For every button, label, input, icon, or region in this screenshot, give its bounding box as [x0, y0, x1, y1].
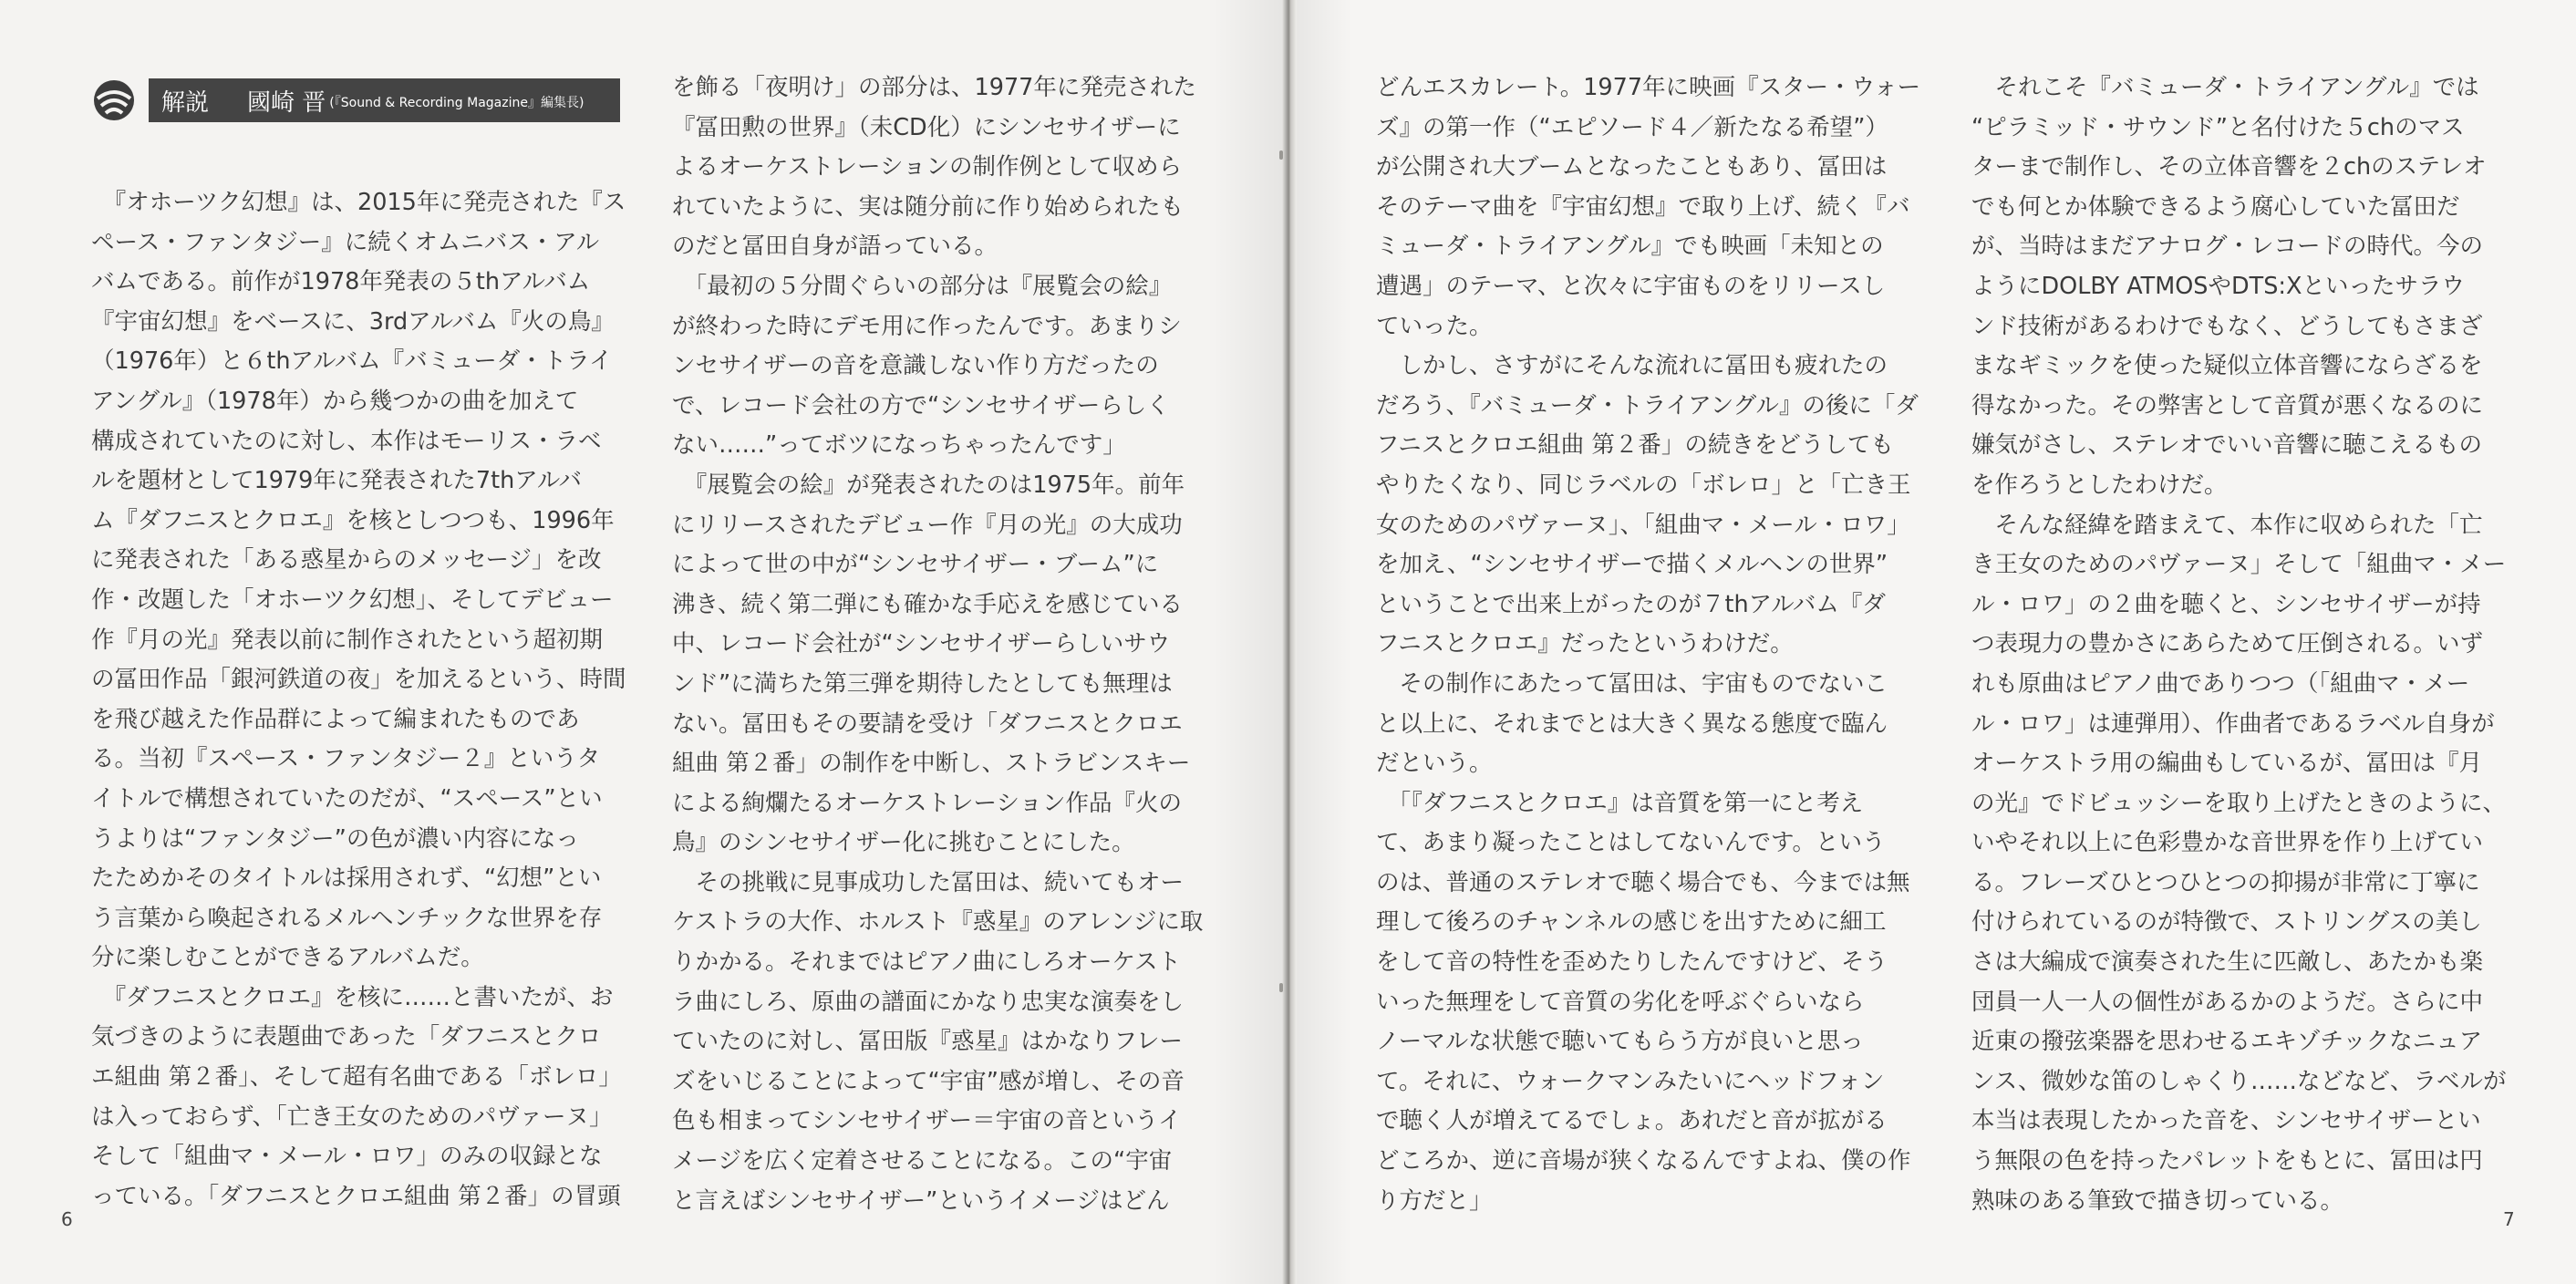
- text-line: 付けられているのが特徴で、ストリングスの美し: [1971, 908, 2482, 937]
- text-line: 中、レコード会社が“シンセサイザーらしいサウ: [672, 630, 1171, 658]
- book-gutter: [1282, 0, 1297, 1284]
- text-line: いやそれ以上に色彩豊かな音世界を作り上げてい: [1971, 829, 2484, 857]
- right-page: [1293, 0, 2576, 1284]
- text-line: 作・改題した「オホーツク幻想」、そしてデビュー: [91, 585, 614, 614]
- text-line: 構成されていたのに対し、本作はモーリス・ラベ: [91, 427, 602, 455]
- text-line: 『オホーツク幻想』は、2015年に発売された『ス: [91, 189, 626, 216]
- text-line: 『ダフニスとクロエ』を核に……と書いたが、お: [91, 983, 614, 1011]
- text-line: ズをいじることによって“宇宙”感が増し、その音: [672, 1067, 1185, 1095]
- text-line: だろう、『バミューダ・トライアングル』の後に「ダ: [1376, 391, 1919, 419]
- header-tag: [149, 78, 620, 122]
- text-line: ない。冨田もその要請を受け「ダフニスとクロエ: [672, 709, 1183, 738]
- text-line: そのテーマ曲を『宇宙幻想』で取り上げ、続く『バ: [1376, 192, 1910, 221]
- text-line: 気づきのように表題曲であった「ダフニスとクロ: [91, 1023, 602, 1051]
- text-line: 理して後ろのチャンネルの感じを出すために細工: [1376, 908, 1887, 937]
- text-line: が終わった時にデモ用に作ったんです。あまりシ: [672, 312, 1182, 340]
- text-line: の光』でドビュッシーを取り上げたときのように、: [1971, 789, 2506, 817]
- gutter-shadow-right: [1297, 0, 1351, 1284]
- text-line: やりたくなり、同じラベルの「ボレロ」と「亡き王: [1376, 471, 1911, 499]
- text-line: ラ曲にしろ、原曲の譜面にかなり忠実な演奏をし: [672, 988, 1185, 1016]
- text-line: によって世の中が“シンセサイザー・ブーム”に: [672, 551, 1159, 579]
- text-line: 『展覧会の絵』が発表されたのは1975年。前年: [672, 471, 1185, 499]
- text-line: どころか、逆に音場が狭くなるんですよね、僕の作: [1376, 1147, 1911, 1175]
- text-line: 女のためのパヴァーヌ」、「組曲マ・メール・ロワ」: [1376, 511, 1910, 539]
- text-line: れていたように、実は随分前に作り始められたも: [672, 192, 1185, 221]
- text-line: 得なかった。その弊害として音質が悪くなるのに: [1971, 391, 2484, 419]
- text-line: を飾る「夜明け」の部分は、1977年に発売された: [672, 74, 1196, 101]
- text-line: 鳥』のシンセサイザー化に挑むことにした。: [672, 829, 1135, 857]
- text-line: 『冨田勲の世界』（未CD化）にシンセサイザーに: [672, 113, 1181, 141]
- text-line: 嫌気がさし、ステレオでいい音響に聴こえるもの: [1971, 431, 2482, 460]
- text-line: ミューダ・トライアングル』でも映画「未知との: [1376, 233, 1884, 261]
- text-line: いった無理をして音質の劣化を呼ぶぐらいなら: [1376, 988, 1865, 1016]
- text-line: ようにDOLBY ATMOSやDTS:Xといったサラウ: [1971, 272, 2465, 300]
- text-line: て。それに、ウォークマンみたいにヘッドフォン: [1376, 1067, 1885, 1095]
- text-line: き王女のためのパヴァーヌ」そして「組曲マ・メー: [1971, 551, 2507, 579]
- text-line: と以上に、それまでとは大きく異なる態度で臨ん: [1376, 709, 1888, 738]
- text-line: による絢爛たるオーケストレーション作品『火の: [672, 789, 1182, 817]
- text-line: が公開され大ブームとなったこともあり、冨田は: [1376, 153, 1888, 181]
- text-line: “ピラミッド・サウンド”と名付けた５chのマス: [1971, 113, 2465, 141]
- text-line: う言葉から喚起されるメルヘンチックな世界を存: [91, 904, 603, 932]
- text-line: ノーマルな状態で聴いてもらう方が良いと思っ: [1376, 1028, 1864, 1056]
- text-line: は入っておらず、「亡き王女のためのパヴァーヌ」: [91, 1103, 613, 1131]
- text-line: オーケストラ用の編曲もしているが、冨田は『月: [1971, 750, 2482, 778]
- text-line: ケストラの大作、ホルスト『惑星』のアレンジに取: [672, 908, 1204, 937]
- staple-top: [1279, 150, 1283, 160]
- text-line: で、レコード会社の方で“シンセサイザーらしく: [672, 391, 1170, 419]
- text-line: イトルで構想されていたのだが、“スペース”とい: [91, 784, 603, 813]
- text-line: でも何とか体験できるよう腐心していた冨田だ: [1971, 192, 2460, 221]
- text-line: をして音の特性を歪めたりしたんですけど、そう: [1376, 948, 1888, 977]
- text-line: 作『月の光』発表以前に制作されたという超初期: [91, 626, 604, 654]
- text-line: ンド技術があるわけでもなく、どうしてもさまざ: [1971, 312, 2483, 340]
- text-line: う無限の色を持ったパレットをもとに、冨田は円: [1971, 1147, 2483, 1175]
- text-line: だという。: [1376, 750, 1493, 778]
- text-line: ンセサイザーの音を意識しない作り方だったの: [672, 352, 1159, 380]
- page-number-left: 6: [61, 1208, 73, 1230]
- text-line: よるオーケストレーションの制作例として収めら: [672, 153, 1182, 181]
- text-line: そんな経緯を踏まえて、本作に収められた「亡: [1971, 511, 2483, 539]
- text-line: にリリースされたデビュー作『月の光』の大成功: [672, 511, 1183, 539]
- text-line: それこそ『バミューダ・トライアングル』では: [1971, 74, 2479, 101]
- text-line: のは、普通のステレオで聴く場合でも、今までは無: [1376, 868, 1910, 896]
- left-page: [0, 0, 1286, 1284]
- text-line: に発表された「ある惑星からのメッセージ」を改: [91, 546, 602, 575]
- text-column-3: [1376, 68, 1920, 1221]
- text-line: 遭遇」のテーマ、と次々に宇宙ものをリリースし: [1376, 272, 1886, 300]
- text-line: しかし、さすがにそんな流れに冨田も疲れたの: [1376, 352, 1888, 380]
- text-line: その挑戦に見事成功した冨田は、続いてもオー: [672, 868, 1185, 896]
- text-line: 『宇宙幻想』をベースに、3rdアルバム『火の鳥』: [91, 307, 615, 336]
- text-line: 近東の撥弦楽器を思わせるエキゾチックなニュア: [1971, 1028, 2483, 1056]
- text-line: メージを広く定着させることになる。この“宇宙: [672, 1147, 1173, 1175]
- staple-bottom: [1279, 983, 1283, 992]
- header-author: 國崎 晋: [247, 88, 326, 117]
- header-affiliation: (『Sound & Recording Magazine』編集長): [329, 96, 585, 110]
- text-line: で聴く人が増えてるでしょ。あれだと音が拡がる: [1376, 1107, 1888, 1135]
- text-line: エ組曲 第２番」、そして超有名曲である「ボレロ」: [91, 1063, 622, 1092]
- text-line: 本当は表現したかった音を、シンセサイザーとい: [1971, 1107, 2481, 1135]
- text-line: っている。「ダフニスとクロエ組曲 第２番」の冒頭: [91, 1182, 621, 1210]
- text-line: （1976年）と６thアルバム『バミューダ・トライ: [91, 347, 613, 376]
- text-line: フニスとクロエ組曲 第２番」の続きをどうしても: [1376, 431, 1894, 460]
- text-column-2: [672, 68, 1203, 1221]
- text-line: て、あまり凝ったことはしてないんです。という: [1376, 829, 1886, 857]
- text-line: うよりは“ファンタジー”の色が濃い内容になっ: [91, 824, 579, 853]
- text-line: ル・ロワ」の２曲を聴くと、シンセサイザーが持: [1971, 590, 2481, 618]
- text-line: ンド”に満ちた第三弾を期待したとしても無理は: [672, 669, 1173, 698]
- text-line: そして「組曲マ・メール・ロワ」のみの収録とな: [91, 1143, 603, 1171]
- text-line: ズ』の第一作（“エピソード４／新たなる希望”）: [1376, 113, 1888, 141]
- text-line: 分に楽しむことができるアルバムだ。: [91, 944, 484, 972]
- text-line: たためかそのタイトルは採用されず、“幻想”とい: [91, 865, 602, 893]
- text-line: のだと冨田自身が語っている。: [672, 233, 998, 261]
- text-line: ターまで制作し、その立体音響を２chのステレオ: [1971, 153, 2487, 181]
- text-line: その制作にあたって冨田は、宇宙ものでないこ: [1376, 669, 1888, 698]
- text-line: 色も相まってシンセサイザー＝宇宙の音というイ: [672, 1107, 1182, 1135]
- text-line: 「『ダフニスとクロエ』は音質を第一にと考え: [1376, 789, 1864, 817]
- text-line: ない……”ってボツになっちゃったんです」: [672, 431, 1126, 460]
- text-line: と言えばシンセサイザー”というイメージはどん: [672, 1186, 1170, 1215]
- text-line: ム『ダフニスとクロエ』を核としつつも、1996年: [91, 506, 615, 534]
- text-line: フニスとクロエ』だったというわけだ。: [1376, 630, 1794, 658]
- text-line: を飛び越えた作品群によって編まれたものであ: [91, 705, 580, 733]
- text-line: 組曲 第２番」の制作を中断し、ストラビンスキー: [672, 750, 1191, 778]
- text-line: を加え、“シンセサイザーで描くメルヘンの世界”: [1376, 551, 1888, 579]
- text-line: ていたのに対し、冨田版『惑星』はかなりフレー: [672, 1028, 1183, 1056]
- text-column-4: [1971, 68, 2507, 1221]
- text-line: の冨田作品「銀河鉄道の夜」を加えるという、時間: [91, 666, 626, 694]
- text-line: ということで出来上がったのが７thアルバム『ダ: [1376, 590, 1886, 618]
- text-line: バムである。前作が1978年発表の５thアルバム: [91, 268, 591, 296]
- text-line: 「最初の５分間ぐらいの部分は『展覧会の絵』: [672, 272, 1173, 300]
- text-line: る。当初『スペース・ファンタジー２』というタ: [91, 745, 601, 773]
- text-line: アングル』（1978年）から幾つかの曲を加えて: [91, 387, 579, 415]
- text-line: を作ろうとしたわけだ。: [1971, 471, 2228, 499]
- text-line: つ表現力の豊かさにあらためて圧倒される。いず: [1971, 630, 2484, 658]
- text-line: 熟味のある筆致で描き切っている。: [1971, 1186, 2344, 1215]
- text-line: まなギミックを使った疑似立体音響にならざるを: [1971, 352, 2483, 380]
- text-line: ル・ロワ」は連弾用）、作曲者であるラベル自身が: [1971, 709, 2495, 738]
- text-line: り方だと」: [1376, 1186, 1493, 1215]
- sound-logo-icon: [91, 78, 137, 122]
- text-column-1: [91, 183, 626, 1217]
- text-line: 沸き、続く第二弾にも確かな手応えを感じている: [672, 590, 1183, 618]
- text-line: る。フレーズひとつひとつの抑揚が非常に丁寧に: [1971, 868, 2480, 896]
- text-line: りかかる。それまではピアノ曲にしろオーケスト: [672, 948, 1181, 977]
- text-line: ペース・ファンタジー』に続くオムニバス・アル: [91, 228, 600, 256]
- text-line: さは大編成で演奏された生に匹敵し、あたかも楽: [1971, 948, 2484, 977]
- text-line: ていった。: [1376, 312, 1493, 340]
- text-line: れも原曲はピアノ曲でありつつ（「組曲マ・メー: [1971, 669, 2470, 698]
- text-line: ンス、微妙な笛のしゃくり……などなど、ラベルが: [1971, 1067, 2507, 1095]
- page-number-right: 7: [2503, 1208, 2515, 1230]
- text-line: ルを題材として1979年に発表された7thアルバ: [91, 467, 582, 495]
- text-line: が、当時はまだアナログ・レコードの時代。今の: [1971, 233, 2484, 261]
- text-line: 団員一人一人の個性があるかのようだ。さらに中: [1971, 988, 2484, 1016]
- text-line: どんエスカレート。1977年に映画『スター・ウォー: [1376, 74, 1921, 101]
- header-label: 解説: [161, 88, 210, 117]
- gutter-shadow-left: [1213, 0, 1282, 1284]
